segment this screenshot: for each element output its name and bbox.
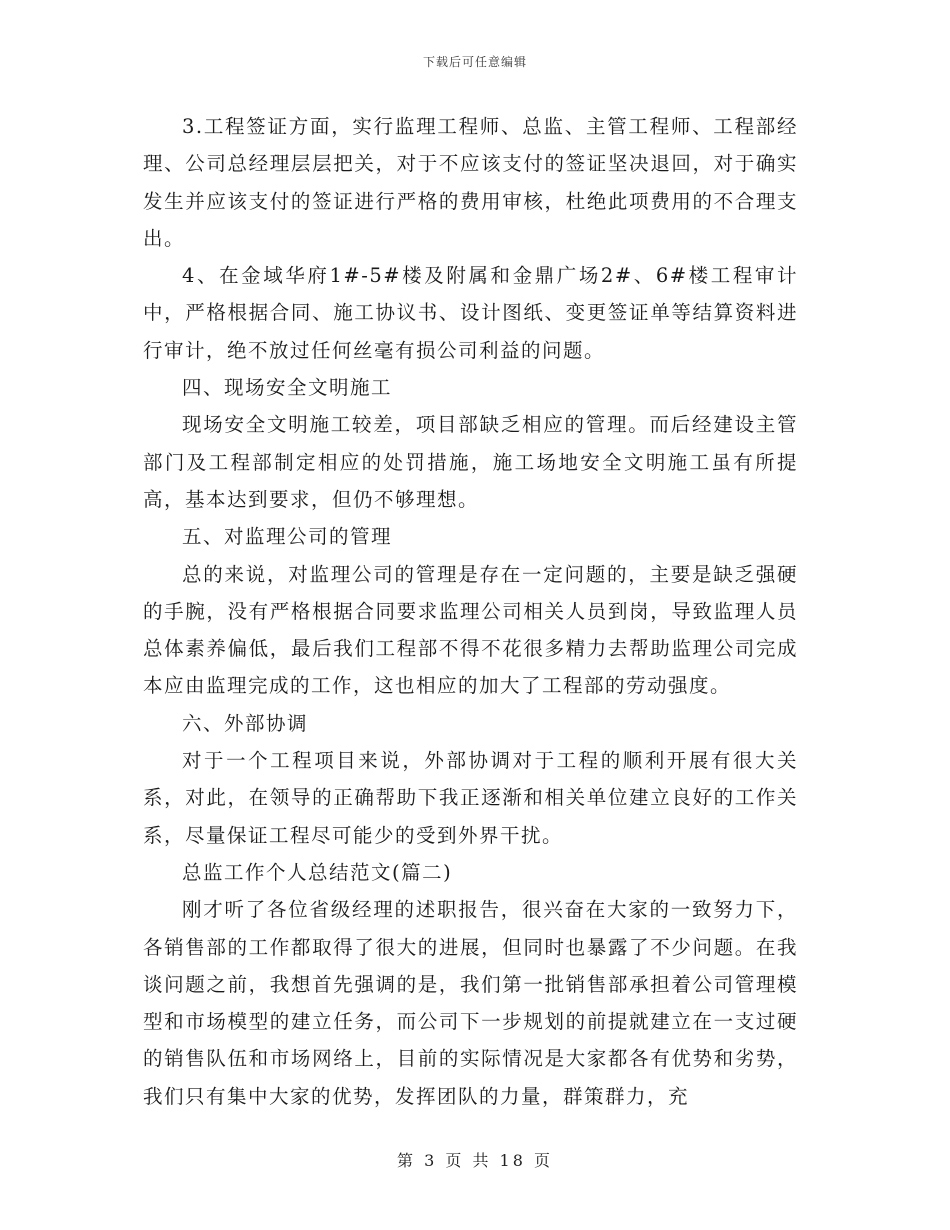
section-heading-safety: 四、现场安全文明施工 (182, 376, 393, 400)
paragraph-coordination: 对于一个工程项目来说，外部协调对于工程的顺利开展有很大关系，对此，在领导的正确帮助下我正逐渐和相关单位建立良好的工作关系，尽量保证工程尽可能少的受到外界干扰。 (143, 749, 798, 847)
section-heading-supervision: 五、对监理公司的管理 (182, 525, 393, 549)
page-footer: 第 3 页 共 18 页 (397, 1151, 553, 1170)
document-body (143, 108, 798, 1115)
section-heading-part-two: 总监工作个人总结范文(篇二) (182, 860, 453, 884)
paragraph-part-two: 刚才听了各位省级经理的述职报告，很兴奋在大家的一致努力下，各销售部的工作都取得了很大的进展，但同时也暴露了不少问题。在我谈问题之前，我想首先强调的是，我们第一批销售部承担着公司管理模型和市场模型的建立任务，而公司下一步规划的前提就建立在一支过硬的销售队伍和市场网络上，目前的实际情况是大家都各有优势和劣势，我们只有集中大家的优势，发挥团队的力量，群策群力，充 (143, 898, 798, 1108)
section-heading-coordination: 六、外部协调 (182, 711, 309, 735)
paragraph-supervision: 总的来说，对监理公司的管理是存在一定问题的，主要是缺乏强硬的手腕，没有严格根据合同要求监理公司相关人员到岗，导致监理人员总体素养偏低，最后我们工程部不得不花很多精力去帮助监理公司完成本应由监理完成的工作，这也相应的加大了工程部的劳动强度。 (143, 562, 798, 698)
paragraph-safety: 现场安全文明施工较差，项目部缺乏相应的管理。而后经建设主管部门及工程部制定相应的处罚措施，施工场地安全文明施工虽有所提高，基本达到要求，但仍不够理想。 (143, 413, 798, 511)
paragraph-audit: 4、在金域华府1#-5#楼及附属和金鼎广场2#、6#楼工程审计中，严格根据合同、施工协议书、设计图纸、变更签证单等结算资料进行审计，绝不放过任何丝毫有损公司利益的问题。 (143, 264, 798, 362)
paragraph-visa-control: 3.工程签证方面，实行监理工程师、总监、主管工程师、工程部经理、公司总经理层层把关，对于不应该支付的签证坚决退回，对于确实发生并应该支付的签证进行严格的费用审核，杜绝此项费用的不合理支出。 (143, 115, 798, 250)
page-header: 下载后可任意编辑 (422, 55, 527, 69)
